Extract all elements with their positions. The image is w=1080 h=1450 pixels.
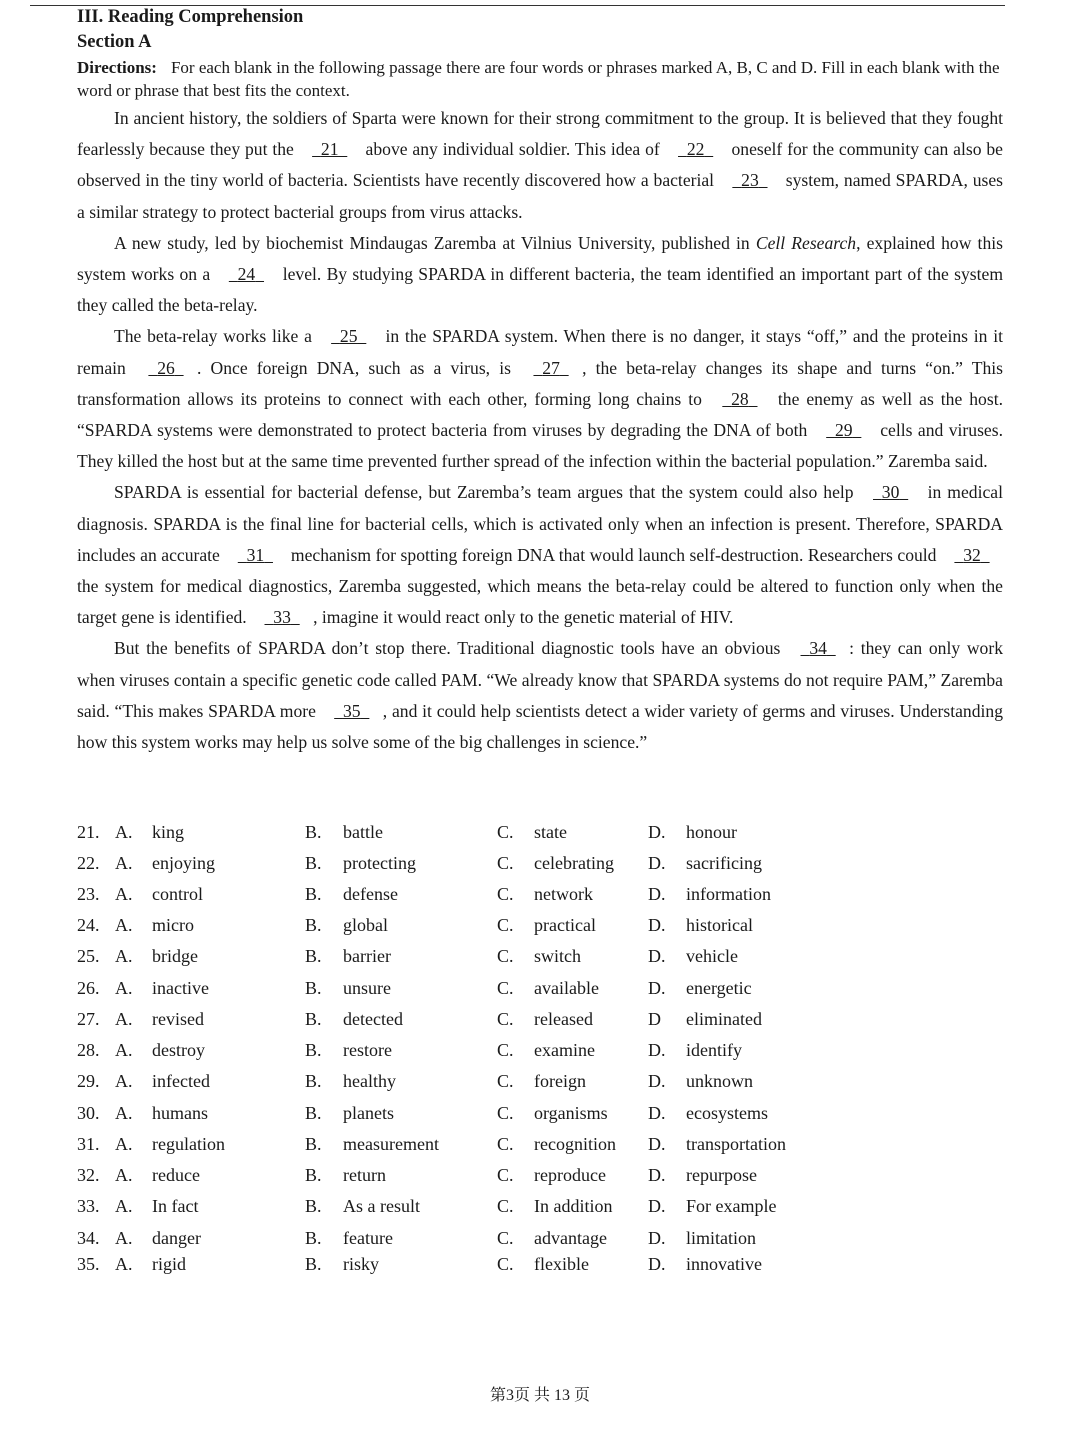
passage-text: the enemy as well as the host. “SPARDA systems were demonstrated to protect bacteria from viruses by degrading the DNA of both	[77, 388, 1003, 441]
option-a: regulation	[152, 1134, 225, 1154]
blank-35: 35	[342, 700, 361, 721]
option-a: infected	[152, 1071, 210, 1091]
question-35	[77, 1254, 977, 1282]
blank-21: 21	[320, 139, 339, 160]
passage-text: In ancient history, the soldiers of Sparta were known for their strong commitment to the group. It is believed that they fought fearlessly because they put the	[77, 108, 1003, 160]
passage-text: But the benefits of SPARDA don’t stop there. Traditional diagnostic tools have an obvious	[114, 638, 788, 659]
option-letter: D.	[648, 1165, 666, 1185]
option-b: protecting	[343, 853, 416, 873]
option-letter: C.	[497, 946, 514, 966]
option-letter: A.	[115, 1071, 133, 1091]
option-letter: B.	[305, 884, 322, 904]
passage-text: , the beta-relay changes its shape and turns “on.” This transformation allows its proteins to connect with each other, forming long chains to	[77, 357, 1003, 409]
question-34	[77, 1228, 977, 1256]
option-d: innovative	[686, 1254, 762, 1274]
option-letter: A.	[115, 853, 133, 873]
option-letter: C.	[497, 1103, 514, 1123]
passage-text: in the SPARDA system. When there is no danger, it stays “off,” and the proteins in it remain	[77, 326, 1003, 378]
question-number: 25.	[77, 946, 100, 966]
option-letter: B.	[305, 1134, 322, 1154]
blank-28: 28	[731, 388, 749, 409]
option-letter: A.	[115, 1254, 133, 1274]
option-d: unknown	[686, 1071, 753, 1091]
question-number: 24.	[77, 915, 100, 935]
section-title: III. Reading Comprehension	[77, 7, 304, 27]
option-b: detected	[343, 1009, 403, 1029]
option-letter: C.	[497, 1009, 514, 1029]
option-a: reduce	[152, 1165, 200, 1185]
passage-text: , and it could help scientists detect a wider variety of germs and viruses. Understanding how this system works may help us solve some of the big challenges in science.”	[77, 700, 1004, 753]
option-d: honour	[686, 822, 737, 842]
option-d: transportation	[686, 1134, 786, 1154]
option-letter: D.	[648, 822, 666, 842]
option-letter: D.	[648, 1134, 666, 1154]
option-letter: C.	[497, 915, 514, 935]
option-d: identify	[686, 1040, 742, 1060]
option-letter: B.	[305, 915, 322, 935]
blank-30: 30	[881, 482, 900, 503]
option-b: risky	[343, 1254, 379, 1274]
question-32	[77, 1165, 977, 1193]
option-c: reproduce	[534, 1165, 606, 1185]
option-a: bridge	[152, 946, 198, 966]
option-d: energetic	[686, 978, 752, 998]
blank-22: 22	[686, 139, 705, 160]
question-25	[77, 946, 977, 974]
option-a: humans	[152, 1103, 208, 1123]
top-rule	[30, 5, 1005, 6]
paragraph	[77, 228, 1003, 322]
option-letter: B.	[305, 978, 322, 998]
option-letter: B.	[305, 1009, 322, 1029]
question-23	[77, 884, 977, 912]
option-a: In fact	[152, 1196, 199, 1216]
option-letter: A.	[115, 915, 133, 935]
option-letter: D.	[648, 853, 666, 873]
option-letter: A.	[115, 1009, 133, 1029]
question-22	[77, 853, 977, 881]
option-letter: D.	[648, 946, 666, 966]
blank-25: 25	[339, 326, 358, 347]
question-30	[77, 1103, 977, 1131]
option-letter: C.	[497, 1071, 514, 1091]
option-b: planets	[343, 1103, 394, 1123]
paragraph	[77, 321, 1003, 477]
question-number: 32.	[77, 1165, 100, 1185]
option-d: vehicle	[686, 946, 738, 966]
passage-text: . Once foreign DNA, such as a virus, is	[196, 357, 521, 378]
question-number: 31.	[77, 1134, 100, 1154]
passage-text: mechanism for spotting foreign DNA that would launch self-destruction. Researchers could	[286, 544, 941, 565]
blank-24: 24	[237, 264, 256, 285]
option-letter: A.	[115, 1165, 133, 1185]
blank-26: 26	[157, 357, 175, 378]
question-number: 30.	[77, 1103, 100, 1123]
question-21	[77, 822, 977, 850]
option-c: available	[534, 978, 599, 998]
option-letter: D.	[648, 1196, 666, 1216]
option-letter: B.	[305, 1040, 322, 1060]
option-c: celebrating	[534, 853, 614, 873]
option-a: king	[152, 822, 185, 842]
option-letter: A.	[115, 822, 133, 842]
option-letter: A.	[115, 884, 133, 904]
question-number: 22.	[77, 853, 100, 873]
option-letter: B.	[305, 853, 322, 873]
option-d: information	[686, 884, 771, 904]
passage-text: oneself for the community can also be observed in the tiny world of bacteria. Scientists have recently discovered how a bacterial	[77, 139, 1003, 191]
option-d: sacrificing	[686, 853, 762, 873]
question-number: 21.	[77, 822, 100, 842]
question-26	[77, 978, 977, 1006]
directions-text: For each blank in the following passage there are four words or phrases marked A, B, C and D. Fill in each blank with the word or phrase that best fits the context.	[77, 58, 1000, 100]
option-b: unsure	[343, 978, 391, 998]
option-letter: C.	[497, 1196, 514, 1216]
option-d: limitation	[686, 1228, 756, 1248]
question-number: 34.	[77, 1228, 100, 1248]
question-number: 35.	[77, 1254, 100, 1274]
option-a: micro	[152, 915, 194, 935]
option-a: revised	[152, 1009, 204, 1029]
paragraph	[77, 633, 1003, 758]
blank-32: 32	[963, 544, 981, 565]
option-c: advantage	[534, 1228, 607, 1248]
option-d: ecosystems	[686, 1103, 768, 1123]
option-a: rigid	[152, 1254, 186, 1274]
option-letter: C.	[497, 1254, 514, 1274]
option-letter: C.	[497, 1228, 514, 1248]
option-d: For example	[686, 1196, 777, 1216]
option-d: eliminated	[686, 1009, 762, 1029]
passage-text: the system for medical diagnostics, Zaremba suggested, which means the beta-relay could be altered to function only when the target gene is identified.	[77, 576, 1003, 628]
option-letter: B.	[305, 1103, 322, 1123]
option-c: state	[534, 822, 567, 842]
passage-text: SPARDA is essential for bacterial defense, but Zaremba’s team argues that the system could also help	[114, 482, 860, 503]
option-letter: D.	[648, 978, 666, 998]
option-letter: B.	[305, 822, 322, 842]
blank-29: 29	[834, 420, 853, 441]
question-28	[77, 1040, 977, 1068]
option-b: As a result	[343, 1196, 420, 1216]
journal-name: Cell Research	[755, 232, 857, 253]
option-b: defense	[343, 884, 398, 904]
option-c: switch	[534, 946, 581, 966]
option-letter: C.	[497, 1165, 514, 1185]
option-c: foreign	[534, 1071, 586, 1091]
option-a: destroy	[152, 1040, 205, 1060]
option-letter: D.	[648, 1228, 666, 1248]
option-letter: C.	[497, 1040, 514, 1060]
question-number: 23.	[77, 884, 100, 904]
option-b: return	[343, 1165, 386, 1185]
question-27	[77, 1009, 977, 1037]
blank-31: 31	[246, 544, 265, 565]
passage-text: above any individual soldier. This idea of	[360, 139, 665, 160]
passage	[77, 103, 1003, 758]
option-letter: B.	[305, 1228, 322, 1248]
option-letter: C.	[497, 853, 514, 873]
option-b: global	[343, 915, 388, 935]
page-number: 第3页 共 13 页	[489, 1387, 590, 1404]
option-c: organisms	[534, 1103, 608, 1123]
option-b: healthy	[343, 1071, 396, 1091]
option-d: repurpose	[686, 1165, 757, 1185]
option-b: measurement	[343, 1134, 439, 1154]
option-letter: B.	[305, 1165, 322, 1185]
blank-34: 34	[809, 638, 827, 659]
option-b: battle	[343, 822, 383, 842]
question-33	[77, 1196, 977, 1224]
option-c: recognition	[534, 1134, 616, 1154]
passage-text: The beta-relay works like a	[114, 326, 318, 347]
option-a: danger	[152, 1228, 201, 1248]
question-number: 33.	[77, 1196, 100, 1216]
option-letter: B.	[305, 1254, 322, 1274]
directions-label: Directions:	[77, 58, 157, 77]
option-a: control	[152, 884, 203, 904]
option-letter: A.	[115, 1196, 133, 1216]
passage-text: : they can only work when viruses contain a specific genetic code called PAM. “We already know that SPARDA systems do not require PAM,” Zaremba said. “This makes SPARDA more	[77, 638, 1003, 721]
question-number: 29.	[77, 1071, 100, 1091]
question-number: 26.	[77, 978, 100, 998]
passage-text: , explained how this system works on a	[77, 232, 1003, 285]
option-c: In addition	[534, 1196, 613, 1216]
option-b: barrier	[343, 946, 391, 966]
directions	[77, 56, 1003, 102]
paragraph	[77, 103, 1003, 228]
option-letter: A.	[115, 1228, 133, 1248]
option-a: inactive	[152, 978, 209, 998]
paragraph	[77, 477, 1003, 633]
option-letter: D.	[648, 1040, 666, 1060]
passage-text: system, named SPARDA, uses a similar strategy to protect bacterial groups from virus attacks.	[77, 170, 1004, 222]
option-letter: D.	[648, 884, 666, 904]
option-b: restore	[343, 1040, 392, 1060]
option-letter: D	[648, 1009, 661, 1029]
option-d: historical	[686, 915, 753, 935]
option-a: enjoying	[152, 853, 215, 873]
option-letter: D.	[648, 1071, 666, 1091]
option-letter: A.	[115, 1040, 133, 1060]
option-b: feature	[343, 1228, 393, 1248]
option-letter: C.	[497, 1134, 514, 1154]
question-24	[77, 915, 977, 943]
option-letter: B.	[305, 1196, 322, 1216]
option-letter: B.	[305, 946, 322, 966]
option-letter: C.	[497, 884, 514, 904]
passage-text: cells and viruses. They killed the host but at the same time prevented further spread of the infection within the bacterial population.” Zaremba said.	[77, 420, 1003, 472]
option-letter: A.	[115, 1103, 133, 1123]
option-letter: C.	[497, 978, 514, 998]
blank-33: 33	[273, 607, 291, 628]
option-letter: A.	[115, 1134, 133, 1154]
option-letter: A.	[115, 978, 133, 998]
option-letter: D.	[648, 1254, 666, 1274]
blank-27: 27	[542, 357, 560, 378]
option-c: network	[534, 884, 593, 904]
section-subtitle: Section A	[77, 32, 152, 52]
question-29	[77, 1071, 977, 1099]
passage-text: level. By studying SPARDA in different bacteria, the team identified an important part of the system they called the beta-relay.	[77, 264, 1004, 316]
question-number: 27.	[77, 1009, 100, 1029]
blank-23: 23	[741, 170, 759, 191]
option-c: released	[534, 1009, 593, 1029]
passage-text: A new study, led by biochemist Mindaugas Zaremba at Vilnius University, published in	[114, 232, 756, 253]
option-c: flexible	[534, 1254, 589, 1274]
question-number: 28.	[77, 1040, 100, 1060]
passage-text: , imagine it would react only to the genetic material of HIV.	[313, 607, 734, 628]
option-letter: C.	[497, 822, 514, 842]
option-letter: D.	[648, 1103, 666, 1123]
question-31	[77, 1134, 977, 1162]
option-c: practical	[534, 915, 596, 935]
option-letter: A.	[115, 946, 133, 966]
passage-text: in medical diagnosis. SPARDA is the final line for bacterial cells, which is activated only when an infection is present. Therefore, SPARDA includes an accurate	[77, 482, 1003, 565]
option-letter: B.	[305, 1071, 322, 1091]
option-c: examine	[534, 1040, 595, 1060]
option-letter: D.	[648, 915, 666, 935]
